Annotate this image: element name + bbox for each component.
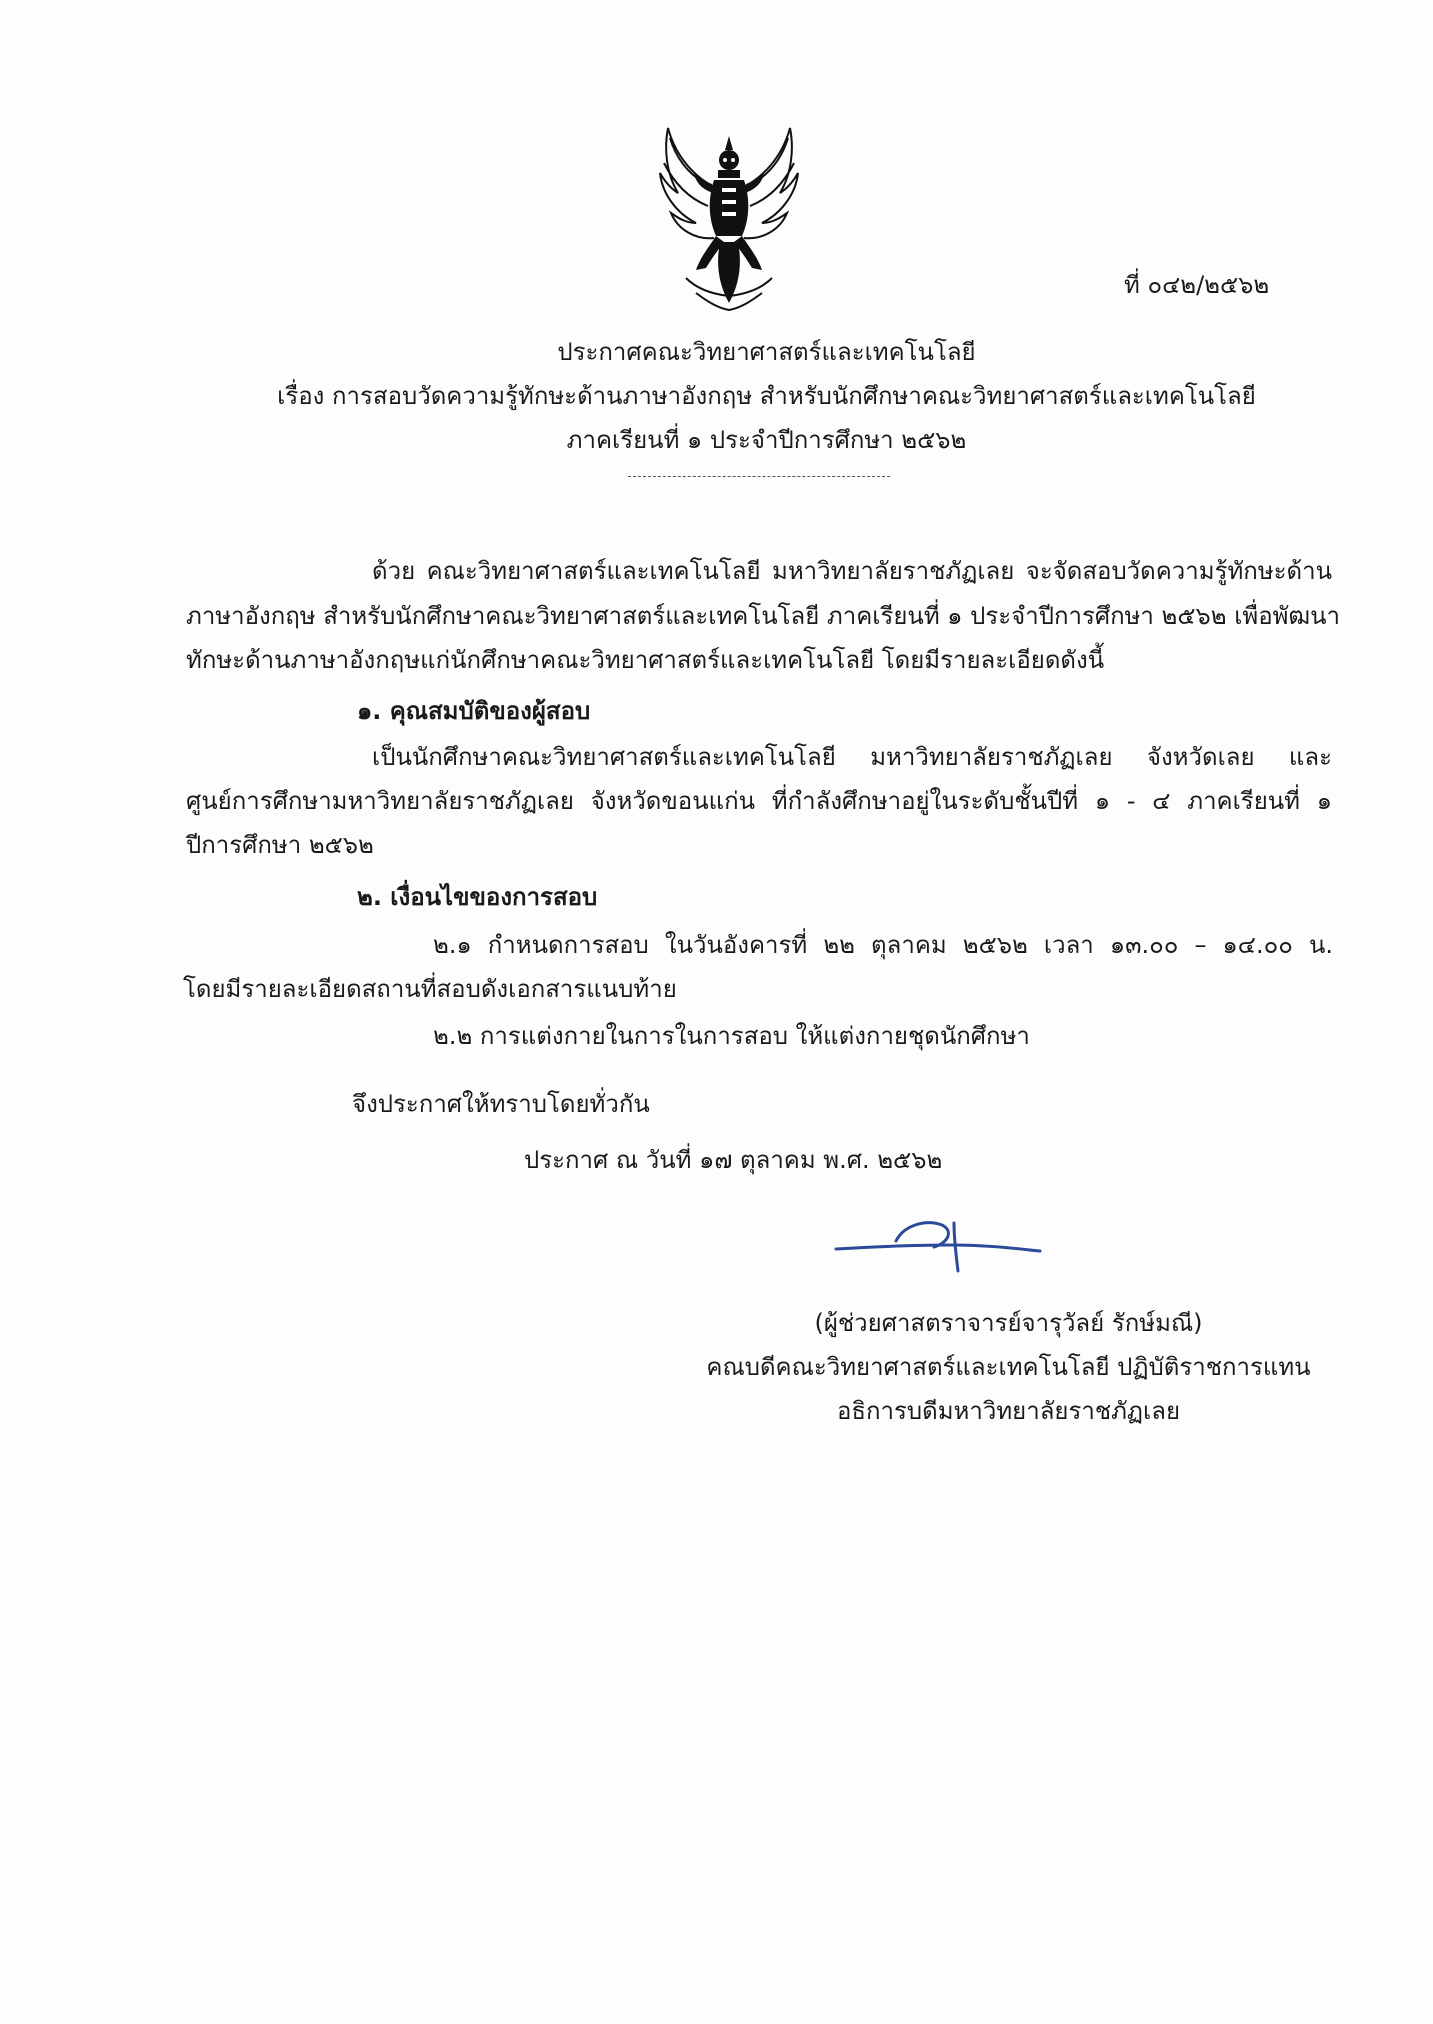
section-heading-conditions: ๒. เงื่อนไขของการสอบ: [357, 883, 598, 911]
section-text: ๒.๒ การแต่งกายในการในการสอบ ให้แต่งกายชุดนักศึกษา: [433, 1022, 1030, 1050]
section-text: ศูนย์การศึกษามหาวิทยาลัยราชภัฏเลย จังหวัดขอนแก่น ที่กำลังศึกษาอยู่ในระดับชั้นปีที่ ๑ - ๔ ภาคเรียนที่ ๑: [186, 787, 1332, 815]
signatory-title: คณบดีคณะวิทยาศาสตร์และเทคโนโลยี ปฏิบัติราชการแทน: [706, 1353, 1311, 1381]
intro-line: ภาษาอังกฤษ สำหรับนักศึกษาคณะวิทยาศาสตร์และเทคโนโลยี ภาคเรียนที่ ๑ ประจำปีการศึกษา ๒๕๖๒ เพื่อพัฒนา: [186, 602, 1341, 630]
section-text: ๒.๑ กำหนดการสอบ ในวันอังคารที่ ๒๒ ตุลาคม ๒๕๖๒ เวลา ๑๓.๐๐ – ๑๔.๐๐ น.: [433, 931, 1333, 959]
garuda-emblem-icon: [656, 118, 802, 318]
signatory-title: อธิการบดีมหาวิทยาลัยราชภัฏเลย: [836, 1397, 1181, 1425]
announcement-subject: เรื่อง การสอบวัดความรู้ทักษะด้านภาษาอังกฤษ สำหรับนักศึกษาคณะวิทยาศาสตร์และเทคโนโลยี: [277, 382, 1256, 410]
section-text: โดยมีรายละเอียดสถานที่สอบดังเอกสารแนบท้าย: [183, 975, 677, 1003]
announcement-term: ภาคเรียนที่ ๑ ประจำปีการศึกษา ๒๕๖๒: [566, 426, 967, 454]
intro-line: ด้วย คณะวิทยาศาสตร์และเทคโนโลยี มหาวิทยาลัยราชภัฏเลย จะจัดสอบวัดความรู้ทักษะด้าน: [372, 557, 1332, 585]
closing-statement: จึงประกาศให้ทราบโดยทั่วกัน: [352, 1090, 650, 1118]
announcement-title: ประกาศคณะวิทยาศาสตร์และเทคโนโลยี: [557, 338, 976, 366]
document-number: ที่ ๐๔๒/๒๕๖๒: [1124, 271, 1270, 299]
handwritten-signature: [830, 1215, 1050, 1275]
signatory-name: (ผู้ช่วยศาสตราจารย์จารุวัลย์ รักษ์มณี): [814, 1309, 1203, 1337]
section-text: เป็นนักศึกษาคณะวิทยาศาสตร์และเทคโนโลยี มหาวิทยาลัยราชภัฏเลย จังหวัดเลย และ: [372, 743, 1332, 771]
section-heading-qualifications: ๑. คุณสมบัติของผู้สอบ: [357, 697, 591, 725]
title-divider: [628, 476, 890, 477]
announcement-date: ประกาศ ณ วันที่ ๑๗ ตุลาคม พ.ศ. ๒๕๖๒: [524, 1146, 943, 1174]
section-text: ปีการศึกษา ๒๕๖๒: [186, 831, 374, 859]
intro-line: ทักษะด้านภาษาอังกฤษแก่นักศึกษาคณะวิทยาศาสตร์และเทคโนโลยี โดยมีรายละเอียดดังนี้: [186, 646, 1105, 674]
